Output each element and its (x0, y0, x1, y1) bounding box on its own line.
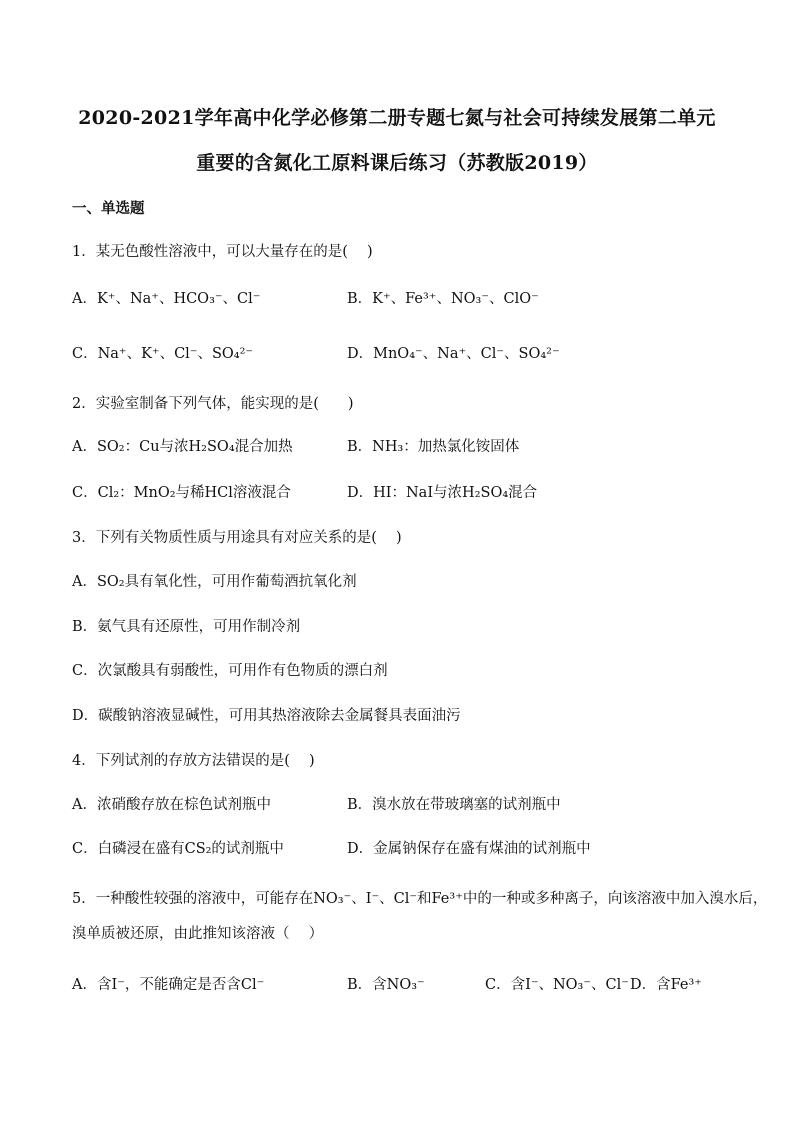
question-5-option-b: B．含NO₃⁻ (347, 977, 425, 993)
question-5-stem-line1: 5．一种酸性较强的溶液中，可能存在NO₃⁻、I⁻、Cl⁻和Fe³⁺中的一种或多种离子，向该溶液中加入溴水后， (72, 891, 768, 907)
document-title-line1: 2020-2021学年高中化学必修第二册专题七氮与社会可持续发展第二单元 (78, 107, 716, 129)
question-5-option-d: D．含Fe³⁺ (630, 977, 702, 993)
question-2-option-b: B．NH₃：加热氯化铵固体 (347, 439, 520, 455)
question-2-option-a: A．SO₂：Cu与浓H₂SO₄混合加热 (72, 439, 293, 455)
question-3-stem: 3．下列有关物质性质与用途具有对应关系的是( ) (72, 530, 402, 546)
document-title-line2: 重要的含氮化工原料课后练习（苏教版2019） (196, 152, 598, 174)
question-2-stem: 2．实验室制备下列气体，能实现的是( ) (72, 396, 354, 412)
question-4-option-b: B．溴水放在带玻璃塞的试剂瓶中 (347, 797, 561, 813)
question-2-option-d: D．HI：NaI与浓H₂SO₄混合 (347, 485, 538, 501)
question-5-stem-line2: 溴单质被还原，由此推知该溶液（ ） (72, 926, 324, 942)
question-5-option-a: A．含I⁻，不能确定是否含Cl⁻ (72, 977, 265, 993)
question-4-option-a: A．浓硝酸存放在棕色试剂瓶中 (72, 797, 271, 813)
question-1-option-d: D．MnO₄⁻、Na⁺、Cl⁻、SO₄²⁻ (347, 346, 560, 362)
question-4-option-d: D．金属钠保存在盛有煤油的试剂瓶中 (347, 841, 591, 857)
question-3-option-d: D．碳酸钠溶液显碱性，可用其热溶液除去金属餐具表面油污 (72, 708, 461, 724)
question-3-option-b: B．氨气具有还原性，可用作制冷剂 (72, 619, 301, 635)
question-3-option-c: C．次氯酸具有弱酸性，可用作有色物质的漂白剂 (72, 663, 388, 679)
section-heading-single-choice: 一、单选题 (72, 200, 145, 217)
question-1-option-a: A．K⁺、Na⁺、HCO₃⁻、Cl⁻ (72, 291, 261, 307)
question-1-stem: 1．某无色酸性溶液中，可以大量存在的是( ) (72, 244, 373, 260)
question-4-option-c: C．白磷浸在盛有CS₂的试剂瓶中 (72, 841, 284, 857)
question-4-stem: 4．下列试剂的存放方法错误的是( ) (72, 753, 315, 769)
question-1-option-b: B．K⁺、Fe³⁺、NO₃⁻、ClO⁻ (347, 291, 539, 307)
question-5-option-c: C．含I⁻、NO₃⁻、Cl⁻ (485, 977, 629, 993)
question-2-option-c: C．Cl₂：MnO₂与稀HCl溶液混合 (72, 485, 291, 501)
question-1-option-c: C．Na⁺、K⁺、Cl⁻、SO₄²⁻ (72, 346, 254, 362)
question-3-option-a: A．SO₂具有氧化性，可用作葡萄酒抗氧化剂 (72, 574, 357, 590)
